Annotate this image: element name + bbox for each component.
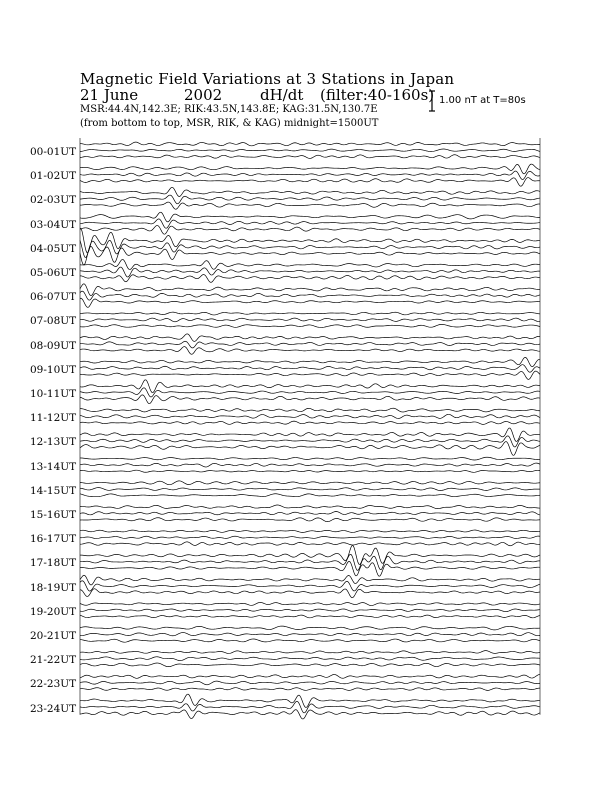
trace-rik xyxy=(80,388,540,397)
trace-rik xyxy=(80,657,540,661)
trace-msr xyxy=(80,312,540,315)
hour-label: 16-17UT xyxy=(30,533,77,546)
trace-rik xyxy=(80,536,540,538)
hour-label: 01-02UT xyxy=(30,170,77,183)
trace-rik xyxy=(80,365,540,373)
trace-kag xyxy=(80,275,540,283)
hour-label: 03-04UT xyxy=(30,218,77,231)
trace-kag xyxy=(80,421,540,424)
trace-kag xyxy=(80,202,540,209)
hour-label: 04-05UT xyxy=(30,242,77,255)
trace-msr xyxy=(80,428,540,441)
trace-msr xyxy=(80,142,540,146)
trace-kag xyxy=(80,442,540,456)
trace-msr xyxy=(80,380,540,393)
trace-msr xyxy=(80,408,540,412)
hour-label: 06-07UT xyxy=(30,291,77,304)
hour-label: 22-23UT xyxy=(30,678,77,691)
trace-rik xyxy=(80,701,540,713)
trace-msr xyxy=(80,481,540,485)
date-year: 2002 xyxy=(184,86,223,104)
trace-kag xyxy=(80,347,540,355)
trace-msr xyxy=(80,602,540,605)
trace-rik xyxy=(80,512,540,515)
hour-label: 17-18UT xyxy=(30,557,77,570)
trace-kag xyxy=(80,371,540,379)
date-day: 21 June xyxy=(80,86,139,104)
chart-title: Magnetic Field Variations at 3 Stations in Japan xyxy=(80,70,455,88)
trace-msr xyxy=(80,164,540,174)
trace-msr xyxy=(80,626,540,630)
trace-kag xyxy=(80,494,540,497)
hour-label: 15-16UT xyxy=(30,509,77,521)
quantity-label: dH/dt xyxy=(260,86,304,104)
trace-msr xyxy=(80,357,540,366)
trace-kag xyxy=(80,589,540,598)
trace-rik xyxy=(80,318,540,322)
hour-label: 00-01UT xyxy=(30,146,77,158)
trace-msr xyxy=(80,694,540,707)
trace-msr xyxy=(80,575,540,585)
trace-msr xyxy=(80,651,540,654)
hour-label: 10-11UT xyxy=(30,388,77,400)
trace-msr xyxy=(80,674,540,678)
trace-kag xyxy=(80,615,540,618)
hour-label: 11-12UT xyxy=(30,412,77,425)
trace-rik xyxy=(80,414,540,418)
hour-label: 19-20UT xyxy=(30,605,77,618)
trace-rik xyxy=(80,267,540,277)
filter-label: (filter:40-160s) xyxy=(320,86,435,104)
trace-rik xyxy=(80,195,540,204)
trace-kag xyxy=(80,542,540,546)
hour-label: 23-24UT xyxy=(30,702,77,715)
trace-kag xyxy=(80,639,540,642)
trace-kag xyxy=(80,561,540,576)
trace-rik xyxy=(80,488,540,491)
hour-label: 18-19UT xyxy=(30,581,77,594)
trace-msr xyxy=(80,212,540,222)
trace-rik xyxy=(80,171,540,179)
trace-rik xyxy=(80,463,540,467)
trace-kag xyxy=(80,470,540,472)
hour-label: 08-09UT xyxy=(30,339,77,352)
hour-label: 05-06UT xyxy=(30,267,77,279)
hour-label: 02-03UT xyxy=(30,194,77,207)
trace-msr xyxy=(80,284,540,296)
trace-msr xyxy=(80,505,540,509)
trace-rik xyxy=(80,149,540,151)
trace-kag xyxy=(80,395,540,404)
hour-label: 13-14UT xyxy=(30,460,77,473)
trace-kag xyxy=(80,225,540,234)
trace-kag xyxy=(80,246,540,265)
trace-kag xyxy=(80,710,540,719)
hour-label: 12-13UT xyxy=(30,436,77,449)
scale-label: 1.00 nT at T=80s xyxy=(439,95,526,106)
trace-rik xyxy=(80,581,540,591)
trace-kag xyxy=(80,298,540,307)
trace-rik xyxy=(80,681,540,685)
hour-label: 07-08UT xyxy=(30,315,77,328)
trace-kag xyxy=(80,178,540,187)
trace-kag xyxy=(80,518,540,522)
trace-rik xyxy=(80,341,540,348)
trace-msr xyxy=(80,457,540,460)
hour-label: 21-22UT xyxy=(30,654,77,667)
trace-kag xyxy=(80,155,540,159)
trace-rik xyxy=(80,240,540,257)
trace-msr xyxy=(80,530,540,532)
trace-kag xyxy=(80,688,540,691)
trace-kag xyxy=(80,663,540,667)
trace-msr xyxy=(80,259,540,269)
hour-label: 09-10UT xyxy=(30,363,77,376)
trace-rik xyxy=(80,609,540,612)
trace-msr xyxy=(80,228,540,253)
hour-label: 14-15UT xyxy=(30,484,77,497)
trace-order-note: (from bottom to top, MSR, RIK, & KAG) midnight=1500UT xyxy=(80,118,379,129)
station-coordinates: MSR:44.4N,142.3E; RIK:43.5N,143.8E; KAG:31.5N,130.7E xyxy=(80,104,378,115)
trace-msr xyxy=(80,187,540,196)
trace-rik xyxy=(80,219,540,228)
trace-msr xyxy=(80,334,540,342)
trace-rik xyxy=(80,291,540,300)
trace-kag xyxy=(80,324,540,327)
hour-label: 20-21UT xyxy=(30,630,77,642)
trace-rik xyxy=(80,632,540,635)
